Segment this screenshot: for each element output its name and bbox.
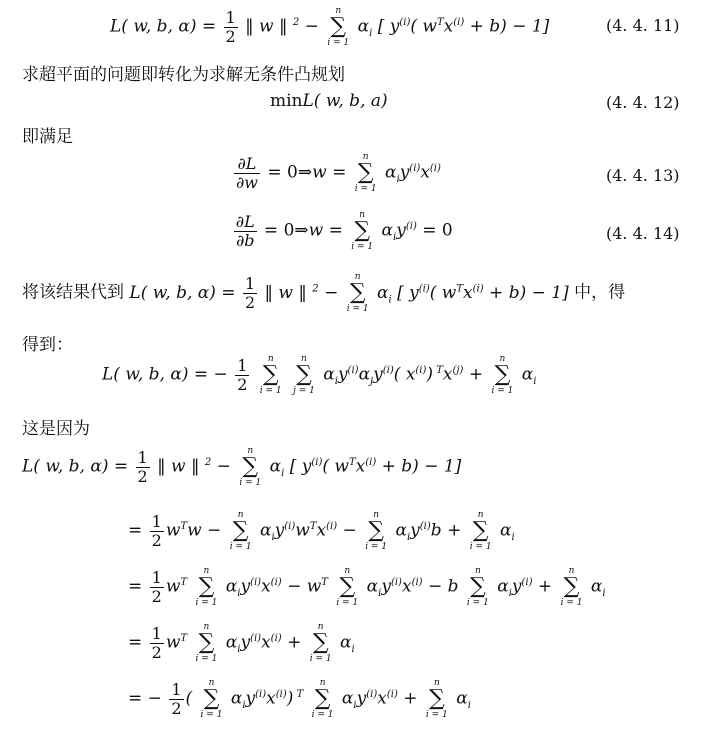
- text-line-because: 这是因为: [22, 419, 90, 439]
- equation-number-4-4-13: (4. 4. 13): [606, 166, 680, 185]
- derivation-step-3: = $\frac{1}{2}$ $w^T$ n ∑ i = 1 $\alpha_iy^{(i)}x^{(i)} - w^T$ n ∑ i = 1 $\alpha_iy^{(i)}x^{(i)} - b$ n ∑ i = 1 $\alpha_iy^{(i)}$ + n ∑ i = 1 $\alpha_i$: [128, 566, 606, 608]
- text-line-satisfy: 即满足: [22, 127, 73, 147]
- equation-number-4-4-12: (4. 4. 12): [606, 93, 680, 112]
- derivation-step-5: = − $\frac{1}{2}$ ( n ∑ i = 1 $\alpha_iy^{(i)}x^{(i)}$) $^T$ n ∑ i = 1 $\alpha_iy^{(i)}x^{(i)}$ + n ∑ i = 1 $\alpha_i$: [128, 678, 471, 720]
- equation-dual-result: L( w, b, α) = − $\frac{1}{2}$ n ∑ i = 1 n ∑ j = 1 $\alpha_iy^{(i)}\alpha_jy^{(i)}$( $x^{(i)}$) $^Tx^{(j)}$ + n ∑ i = 1 $\alpha_i$: [102, 354, 537, 396]
- inline-lagrangian: L( w, b, α) = $\frac{1}{2}$ ‖ w ‖ $^2$ − n ∑ i = 1 $\alpha_i$ [ $y^{(i)}$( $w^Tx^{(i)} + b) - 1$]: [129, 272, 575, 314]
- text-line-substitute: [22, 272, 625, 314]
- derivation-step-2: = $\frac{1}{2}$ $w^Tw$ − n ∑ i = 1 $\alpha_iy^{(i)}w^Tx^{(i)}$ − n ∑ i = 1 $\alpha_iy^{(i)}b$ + n ∑ i = 1 $\alpha_i$: [128, 510, 515, 552]
- equation-4-4-14: $\frac{\partial L}{\partial b}$ = 0⇒w = n ∑ i = 1 $\alpha_iy^{(i)} = 0$: [235, 210, 453, 252]
- text-substitute-lead: 将该结果代到: [22, 282, 124, 303]
- equation-number-4-4-11: (4. 4. 11): [606, 16, 680, 35]
- derivation-step-1: L( w, b, α) = $\frac{1}{2}$ ‖ w ‖ $^2$ − n ∑ i = 1 $\alpha_i$ [ $y^{(i)}$( $w^Tx^{(i)} + b) - 1$]: [22, 446, 462, 488]
- equation-4-4-11: L( w, b, α) = $\frac{1}{2}$ ‖ w ‖ $^2$ − n ∑ i = 1 $\alpha_i$ [ $y^{(i)}$( $w^Tx^{(i)} + b) - 1$]: [110, 6, 550, 48]
- text-substitute-tail: 中，得: [574, 282, 626, 303]
- equation-4-4-13: $\frac{\partial L}{\partial w}$ = 0⇒w = n ∑ i = 1 $\alpha_iy^{(i)}x^{(i)}$: [236, 152, 441, 194]
- equation-number-4-4-14: (4. 4. 14): [606, 224, 680, 243]
- equation-4-4-12: minL( w, b, a): [270, 91, 388, 111]
- text-line-convex-programming: 求超平面的问题即转化为求解无条件凸规划: [22, 65, 345, 85]
- derivation-step-4: = $\frac{1}{2}$ $w^T$ n ∑ i = 1 $\alpha_iy^{(i)}x^{(i)}$ + n ∑ i = 1 $\alpha_i$: [128, 622, 355, 664]
- text-line-obtain: 得到：: [22, 335, 73, 355]
